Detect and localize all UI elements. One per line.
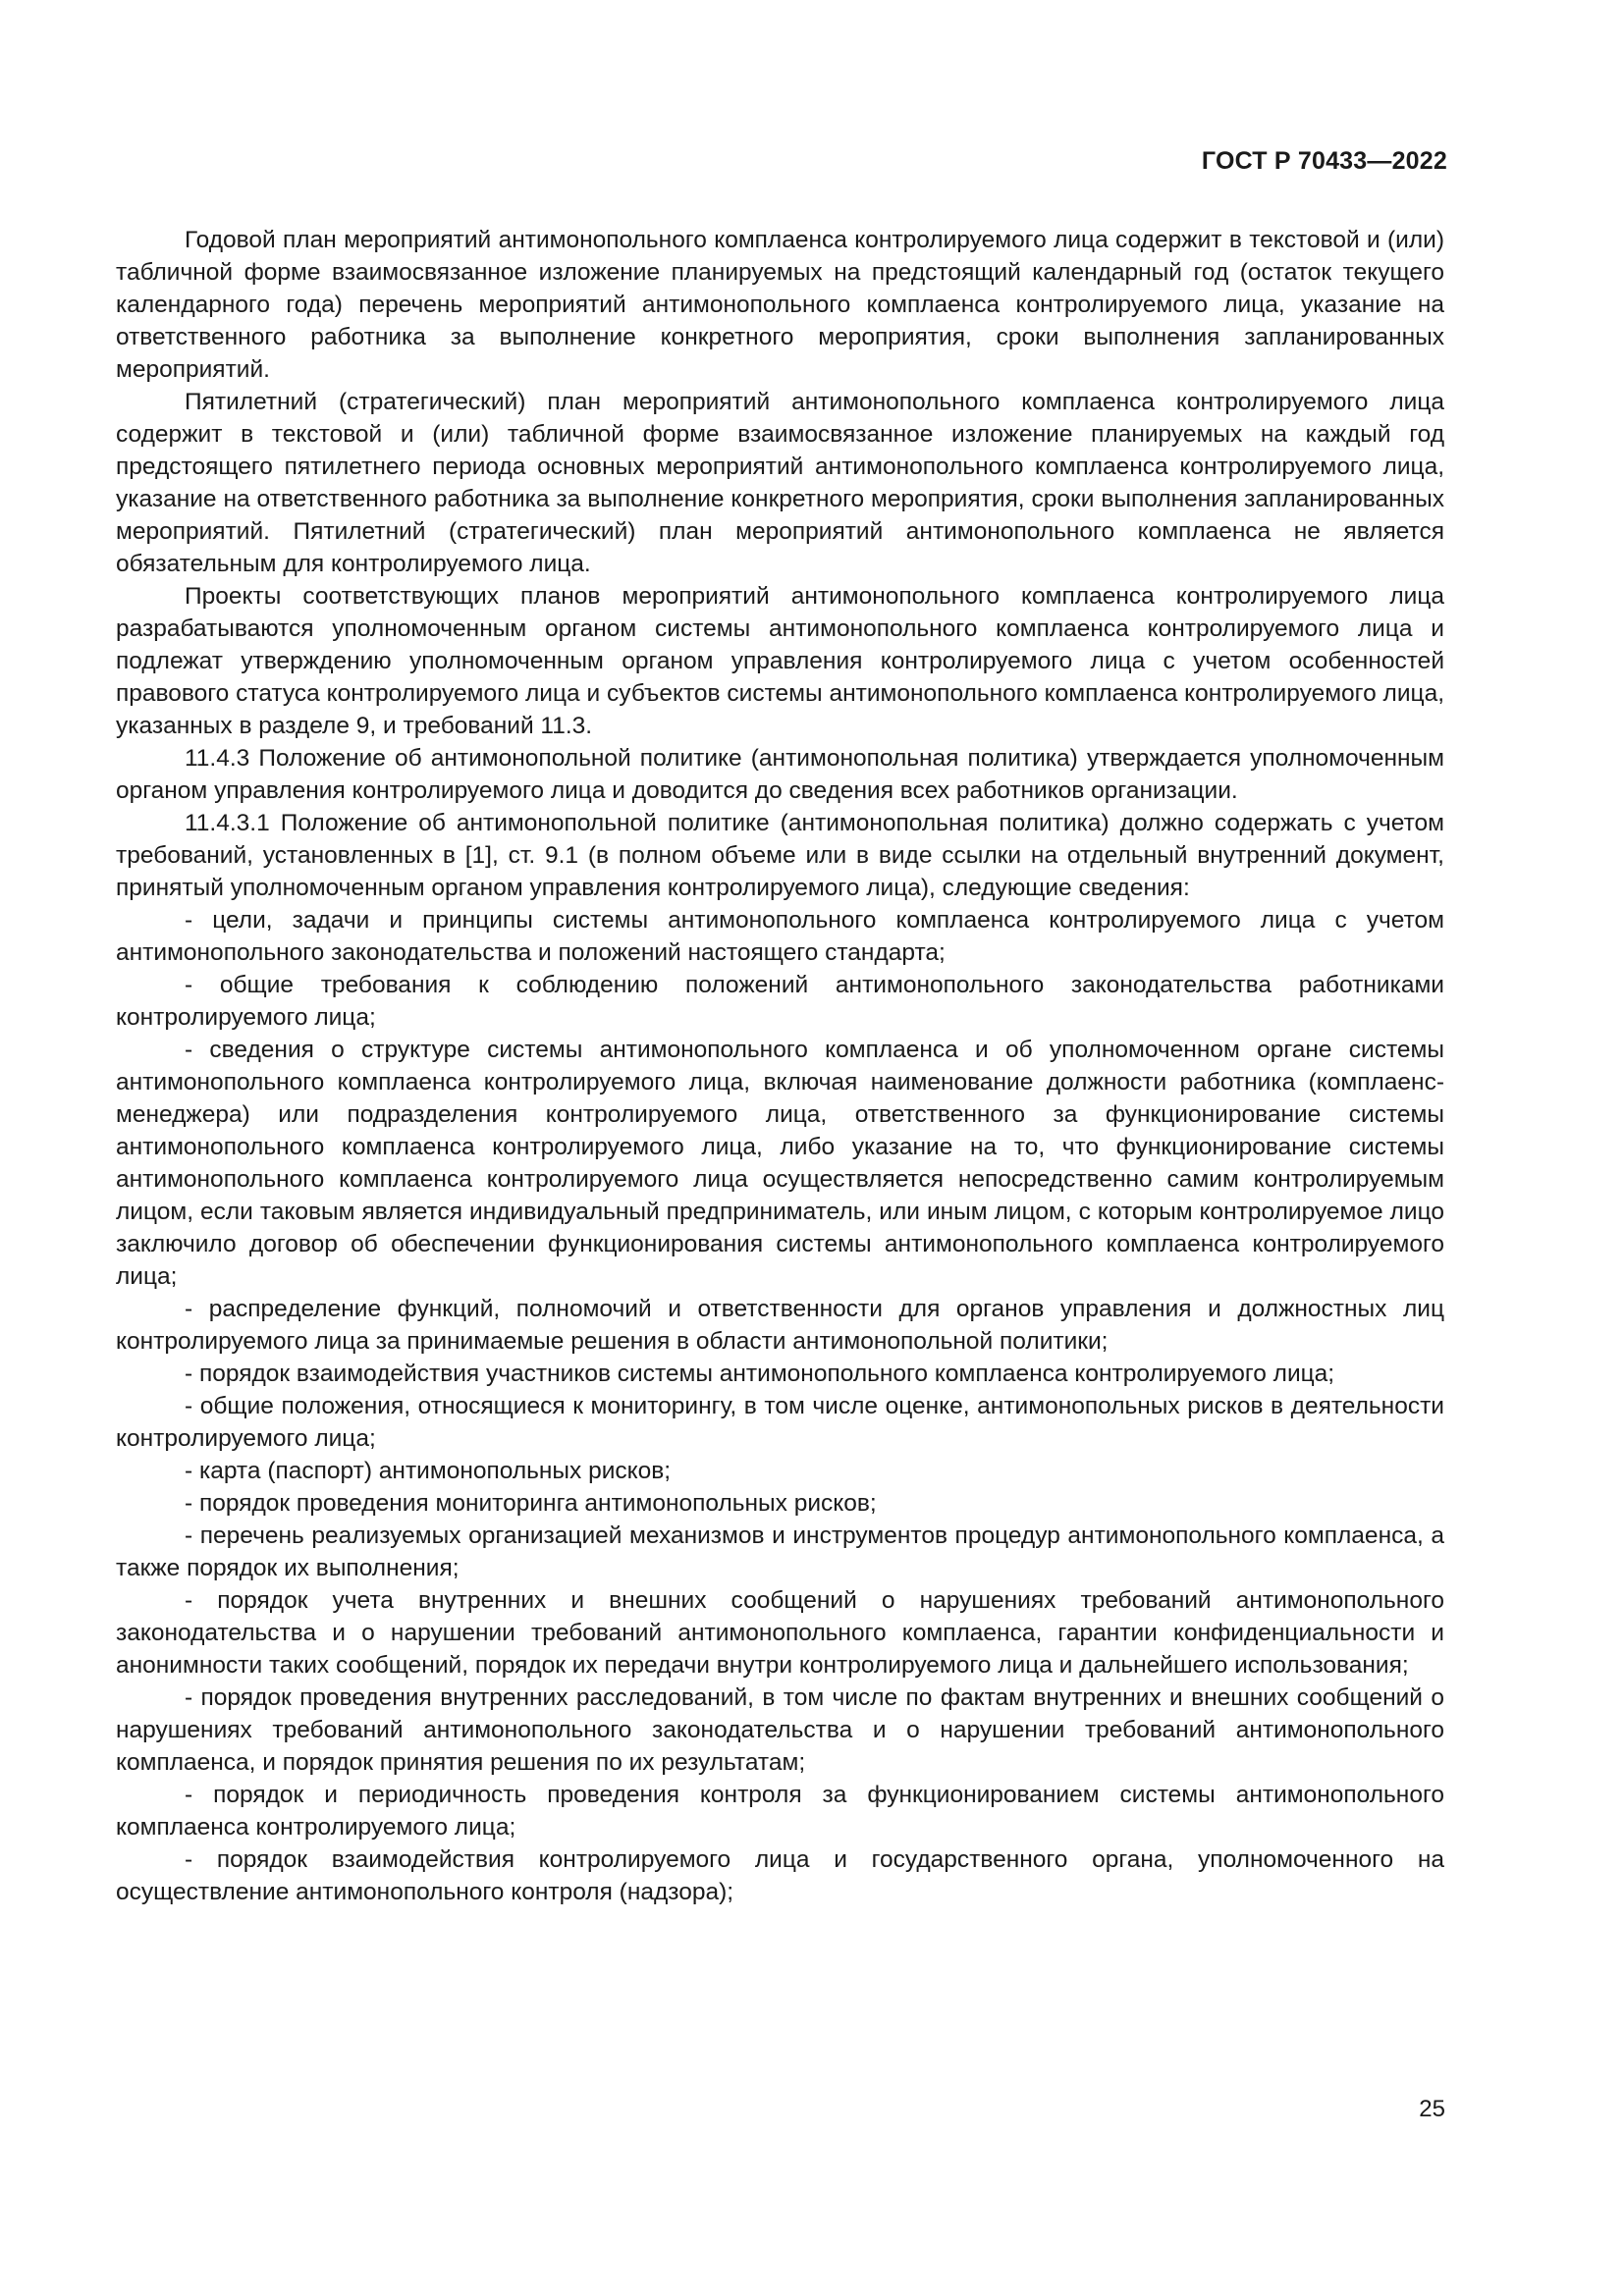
standard-code-header: ГОСТ Р 70433—2022 [1201,147,1447,175]
list-item: - карта (паспорт) антимонопольных рисков; [185,1458,672,1484]
document-body [116,224,1444,1908]
list-item: - порядок проведения внутренних расследований, в том числе по фактам внутренних и внешних сообщений о нарушениях требований антимонопольного законодательства и о нарушении требований антимонопольного комплаенса, и порядок принятия решения по их результатам; [116,1684,1444,1776]
list-item: - перечень реализуемых организацией механизмов и инструментов процедур антимонопольного комплаенса, а также порядок их выполнения; [116,1522,1444,1581]
list-item: - общие требования к соблюдению положений антимонопольного законодательства работниками контролируемого лица; [116,972,1444,1031]
list-item: - сведения о структуре системы антимонопольного комплаенса и об уполномоченном органе системы антимонопольного комплаенса контролируемого лица, включая наименование должности работника (комплаенс-менеджера) или подразделения контролируемого лица, ответственного за функционирование системы антимонопольного комплаенса контролируемого лица, либо указание на то, что функционирование системы антимонопольного комплаенса контролируемого лица осуществляется непосредственно самим контролируемым лицом, если таковым является индивидуальный предприниматель, или иным лицом, с которым контролируемое лицо заключило договор об обеспечении функционирования системы антимонопольного комплаенса контролируемого лица; [116,1037,1444,1290]
paragraph-annual-plan: Годовой план мероприятий антимонопольного комплаенса контролируемого лица содержит в текстовой и (или) табличной форме взаимосвязанное изложение планируемых на предстоящий календарный год (остаток текущего календарного года) перечень мероприятий антимонопольного комплаенса контролируемого лица, указание на ответственного работника за выполнение конкретного мероприятия, сроки выполнения запланированных мероприятий. [116,227,1444,383]
paragraph-plan-drafts: Проекты соответствующих планов мероприятий антимонопольного комплаенса контролируемого лица разрабатываются уполномоченным органом системы антимонопольного комплаенса контролируемого лица и подлежат утверждению уполномоченным органом управления контролируемого лица с учетом особенностей правового статуса контролируемого лица и субъектов системы антимонопольного комплаенса контролируемого лица, указанных в разделе 9, и требований 11.3. [116,583,1444,739]
paragraph-clause-11-4-3-1: 11.4.3.1 Положение об антимонопольной политике (антимонопольная политика) должно содержать с учетом требований, установленных в [1], ст. 9.1 (в полном объеме или в виде ссылки на отдельный внутренний документ, принятый уполномоченным органом управления контролируемого лица), следующие сведения: [116,810,1444,901]
paragraph-five-year-plan: Пятилетний (стратегический) план мероприятий антимонопольного комплаенса контролируемого лица содержит в текстовой и (или) табличной форме взаимосвязанное изложение планируемых на каждый год предстоящего пятилетнего периода основных мероприятий антимонопольного комплаенса контролируемого лица, указание на ответственного работника за выполнение конкретного мероприятия, сроки выполнения запланированных мероприятий. Пятилетний (стратегический) план мероприятий антимонопольного комплаенса не является обязательным для контролируемого лица. [116,389,1444,577]
list-item: - цели, задачи и принципы системы антимонопольного комплаенса контролируемого лица с учетом антимонопольного законодательства и положений настоящего стандарта; [116,907,1444,966]
list-item: - порядок взаимодействия участников системы антимонопольного комплаенса контролируемого лица; [185,1361,1335,1387]
page-number: 25 [1419,2096,1445,2122]
list-item: - порядок взаимодействия контролируемого лица и государственного органа, уполномоченного на осуществление антимонопольного контроля (надзора); [116,1846,1444,1905]
list-item: - порядок учета внутренних и внешних сообщений о нарушениях требований антимонопольного законодательства и о нарушении требований антимонопольного комплаенса, гарантии конфиденциальности и анонимности таких сообщений, порядок их передачи внутри контролируемого лица и дальнейшего использования; [116,1587,1444,1679]
list-item: - порядок проведения мониторинга антимонопольных рисков; [185,1490,877,1517]
list-item: - общие положения, относящиеся к мониторингу, в том числе оценке, антимонопольных рисков в деятельности контролируемого лица; [116,1393,1444,1452]
list-item: - распределение функций, полномочий и ответственности для органов управления и должностных лиц контролируемого лица за принимаемые решения в области антимонопольной политики; [116,1296,1444,1355]
list-item: - порядок и периодичность проведения контроля за функционированием системы антимонопольного комплаенса контролируемого лица; [116,1782,1444,1841]
paragraph-clause-11-4-3: 11.4.3 Положение об антимонопольной политике (антимонопольная политика) утверждается уполномоченным органом управления контролируемого лица и доводится до сведения всех работников организации. [116,745,1444,804]
